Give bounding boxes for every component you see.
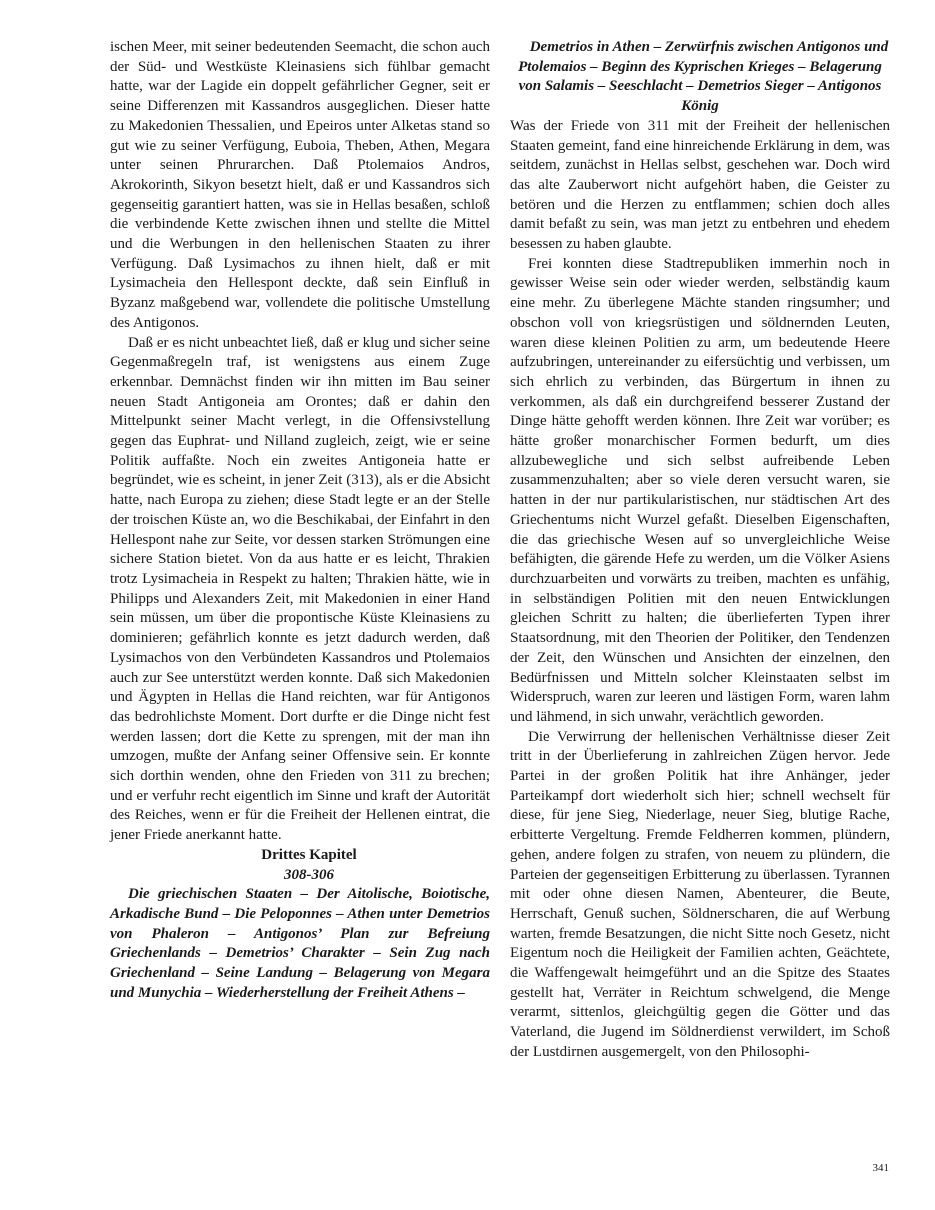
paragraph: Frei konnten diese Stadtrepubliken immerhin noch in gewisser Weise sein oder wieder werden, selbständig kaum eine mehr. Zu überlegene Mächte standen ringsumher; und obschon voll von kriegsrüstigen und söldnernden Leuten, waren diese kleinen Politien zu arm, um bedeutende Heere aufzubringen, untereinander zu eifersüchtig und verbissen, um sich ehrlich zu verbinden, das Bürgertum in ihnen zu verkommen, als daß ein durchgreifend besserer Zustand der Dinge hätte gehofft werden können. Ihre Zeit war vorüber; es hätte großer monarchischer Formen bedurft, um dies allzubewegliche und sich selbst aufreibende Leben zusammenzuhalten; aber so viele deren versucht waren, sie hatten in der nur partikularistischen, nur städtischen Art des Griechentums nicht Wurzel gefaßt. Dieselben Eigenschaften, die das griechische Wesen auf so unvergleichliche Weise befähigten, die gärende Hefe zu werden, um die Völker Asiens durchzuarbeiten und vorwärts zu treiben, machten es unfähig, in selbständigen Politien mit den neuen Entwicklungen gleichen Schritt zu halten; die überlieferten Typen ihrer Staatsordnung, mit den Theorien der Politiker, den Tendenzen der Zeit, den Wünschen und Ansichten der einzelnen, den Bedürfnissen und Mitteln solcher Kleinstaaten selbst im Widerspruch, waren zur leeren und lästigen Form, waren lahm und lähmend, in sich unwahr, verächtlich geworden.	[510, 255, 890, 725]
chapter-summary-continued: Demetrios in Athen – Zerwürfnis zwischen Antigonos und Ptolemaios – Beginn des Kyprischen Krieges – Belagerung von Salamis – Seeschlacht – Demetrios Sieger – Antigonos König	[518, 39, 889, 115]
right-column	[510, 38, 890, 1063]
paragraph: Was der Friede von 311 mit der Freiheit der hellenischen Staaten gemeint, fand eine hinreichende Erklärung in dem, was seitdem, zunächst in Hellas selbst, geschehen war. Doch wird das alte Zauberwort nicht aufgehört haben, die Geister zu betören und die Herzen zu entflammen; schien doch alles damit befaßt zu sein, was man jetzt zu entbehren und ehedem besessen zu haben glaubte.	[510, 117, 890, 253]
paragraph: Daß er es nicht unbeachtet ließ, daß er klug und sicher seine Gegenmaßregeln traf, ist wenigstens aus einem Zuge erkennbar. Demnächst finden wir ihn mitten im Bau seiner neuen Stadt Antigoneia am Orontes; daß er dahin den Mittelpunkt seiner Macht verlegt, in die Offensivstellung gegen das Euphrat- und Nilland zugleich, zeigt, wie er seine Politik auffaßte. Noch ein zweites Antigoneia hatte er begründet, wie es scheint, in jener Zeit (313), als er die Absicht hatte, nach Europa zu ziehen; diese Stadt legte er an der Stelle der troischen Küste an, wo die Beschikabai, der Einfahrt in den Hellespont nahe zur Seite, vor dessen starken Strömungen eine sichere Station bietet. Von da aus hatte er es leicht, Thrakien trotz Lysimacheia in Respekt zu halten; Thrakien hätte, wie in Philipps und Alexanders Zeit, mit Makedonien in einer Hand sein müssen, um über die propontische Küste Kleinasiens zu dominieren; gefährlich konnte es jetzt dadurch werden, daß Lysimachos von den Verbündeten Kassandros und Ptolemaios auch zur See unterstützt werden konnte. Daß sich Makedonien und Ägypten in Hellas die Hand reichten, war für Antigonos das bedrohlichste Moment. Dort durfte er die Dinge nicht fest werden lassen; dort die Kette zu sprengen, mit der man ihn umzogen, mußte der Anfang seiner Offensive sein. Er konnte sich dorthin wenden, ohne den Frieden von 311 zu brechen; und er verfuhr recht eigentlich im Sinne und kraft der Autorität des Reiches, wenn er für die Freiheit der Hellenen eintrat, die jener Friede anerkannt hatte.	[110, 334, 490, 844]
page-number: 341	[872, 1162, 889, 1174]
chapter-years: 308-306	[284, 866, 334, 883]
chapter-summary: Die griechischen Staaten – Der Aitolische, Boiotische, Arkadische Bund – Die Peloponnes – Athen unter Demetrios von Phaleron – Antigonos’ Plan zur Befreiung Griechenlands – Demetrios’ Charakter – Sein Zug nach Griechenland – Seine Landung – Belagerung von Megara und Munychia – Wiederherstellung der Freiheit Athens –	[110, 886, 490, 1001]
left-column	[110, 38, 490, 1003]
chapter-title: Drittes Kapitel	[261, 846, 357, 863]
paragraph: ischen Meer, mit seiner bedeutenden Seemacht, die schon auch der Süd- und Westküste Kleinasiens sich fühlbar gemacht hatte, war der Lagide ein doppelt gefährlicher Gegner, seit er seine Differenzen mit Kassandros ausgeglichen. Dieser hatte zu Makedonien Thessalien, und Epeiros unter Alketas stand so gut wie zu seiner Verfügung, Euboia, Theben, Athen, Megara unter seinen Phrurarchen. Daß Ptolemaios Andros, Akrokorinth, Sikyon besetzt hielt, daß er und Kassandros sich gegenseitig garantiert hatten, was sie in Hellas besaßen, schloß die verbindende Kette zwischen ihnen und stellte die Mittel und die Werbungen in den hellenischen Staaten zu ihrer Verfügung. Daß Lysimachos zu ihnen hielt, daß er mit Lysimacheia den Hellespont deckte, daß sein Einfluß in Byzanz maßgebend war, vollendete die politische Umstellung des Antigonos.	[110, 39, 490, 331]
paragraph: Die Verwirrung der hellenischen Verhältnisse dieser Zeit tritt in der Überlieferung in zahlreichen Zügen hervor. Jede Partei in der großen Politik hat ihre Anhänger, jeder Parteikampf dort wiederholt sich hier; schnell wechselt für diese, für jene Sieg, Niederlage, neuer Sieg, blutige Rache, erbitterte Vergeltung. Fremde Feldherren kommen, plündern, gehen, andere folgen zu strafen, von neuem zu plündern, die Parteien der gegenseitigen Erbitterung zu überlassen. Tyrannen mit oder ohne diesen Namen, Abenteurer, die Beute, Herrschaft, Genuß suchen, Söldnerscharen, die auf Werbung warten, fremde Besatzungen, die nicht Sitte noch Gesetz, nicht Eigentum noch die Heiligkeit der Familien achten, Geächtete, die Waffengewalt heimgeführt und an die Spitze des Staates gestellt hat, Verräter in Reichtum schwelgend, die Menge verarmt, sittenlos, gleichgültig gegen die Götter und das Vaterland, die Jugend im Söldnerdienst verwildert, im Schoß der Lustdirnen ausgemergelt, von den Philosophi-	[510, 728, 890, 1060]
